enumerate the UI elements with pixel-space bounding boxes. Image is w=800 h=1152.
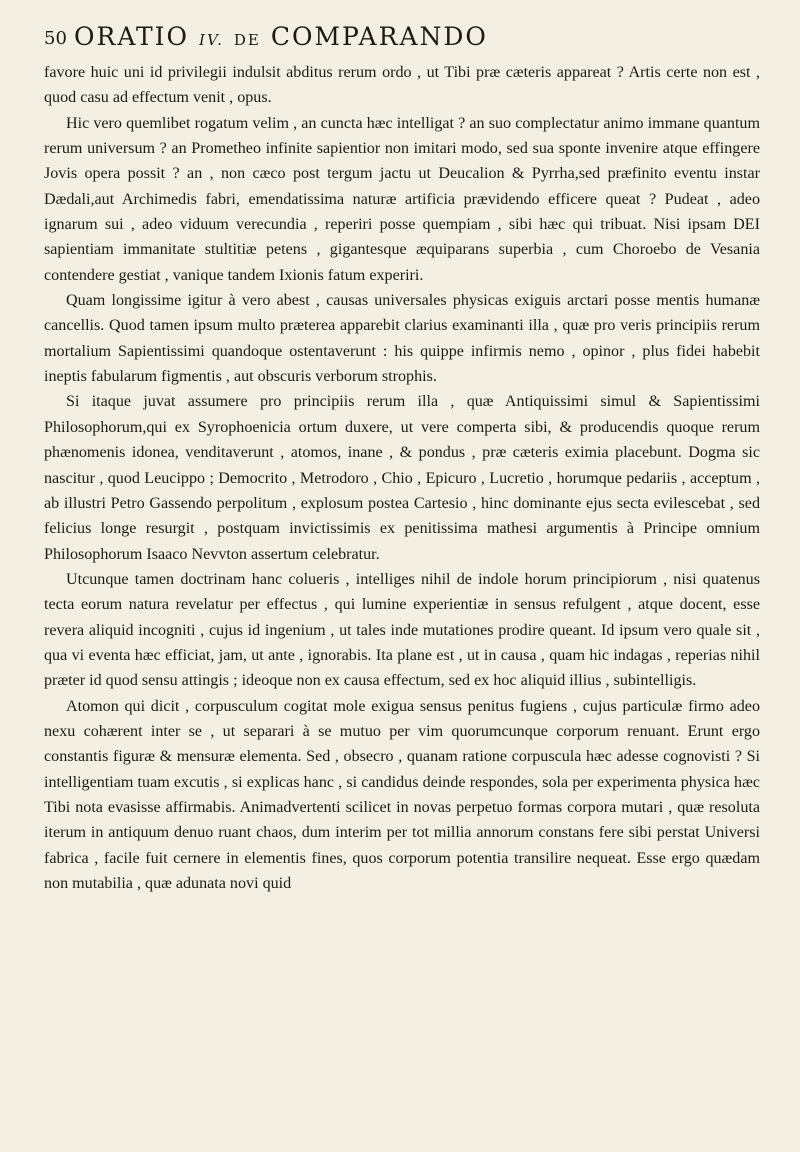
title-de: DE bbox=[233, 31, 261, 49]
title-main: COMPARANDO bbox=[270, 22, 488, 51]
paragraph: Atomon qui dicit , corpusculum cogitat mole exigua sensus penitus fugiens , cujus particulæ firmo adeo nexu cohærent inter se , ut separari à se mutuo per vim quorumcunque corporum renuant. Erunt ergo constantis figuræ & mensuræ elementa. Sed , obsecro , quanam ratione corpuscula hæc adesse cognovisti ? Si intelligentiam tuam excutis , si explicas hanc , si candidus deinde respondes, sola per experimenta physica hæc Tibi nota evasisse affirmabis. Animadvertenti scilicet in novas perpetuo formas corpora mutari , quæ resoluta iterum in antiquum denuo ruant chaos, dum interim per tot millia annorum constans fere sibi perstat Universi fabrica , facile fuit cernere in elementis fines, quos corporum potentia transilire nequeat. Esse ergo quædam non mutabilia , quæ adunata novi quid bbox=[44, 697, 760, 892]
page-number: 50 bbox=[44, 28, 67, 49]
running-header bbox=[44, 22, 764, 58]
paragraph: Hic vero quemlibet rogatum velim , an cuncta hæc intelligat ? an suo complectatur animo immane quantum rerum universum ? an Prometheo infinite sapientior non imitari modo, sed sua sponte invenire atque effingere Jovis opera possit ? an , non cæco post tergum jactu ut Deucalion & Pyrrha,sed præfinito eventu instar Dædali,aut Archimedis fabri, emendatissima naturæ artificia prævidendo efficere queat ? Pudeat , adeo ignarum sui , adeo viduum verecundia , reperiri posse quempiam , sibi hæc qui tribuat. Nisi ipsam DEI sapientiam immanitate stultitiæ petens , gigantesque æquiparans superbia , cum Choroebo de Vesania contendere gestiat , vanique tandem Ixionis fatum experiri. bbox=[44, 114, 760, 284]
body-text bbox=[44, 60, 760, 896]
paragraph-continuation: favore huic uni id privilegii indulsit abditus rerum ordo , ut Tibi præ cæteris appareat ? Artis certe non est , quod casu ad effectum venit , opus. bbox=[44, 64, 760, 107]
paragraph: Si itaque juvat assumere pro principiis rerum illa , quæ Antiquissimi simul & Sapientissimi Philosophorum,qui ex Syrophoenicia ortum duxere, ut vere comperta sibi, & producendis quoque rerum phænomenis idonea, venditaverunt , atomos, inane , & pondus , præ cæteris eximia placebunt. Dogma sic nascitur , quod Leucippo ; Democrito , Metrodoro , Chio , Epicuro , Lucretio , horumque pedariis , acceptum , ab illustri Petro Gassendo perpolitum , explosum postea Cartesio , hinc dominante ejus secta evilescebat , sed felicius longe resurgit , postquam invictissimis ex penitissima mathesi argumentis à Principe omnium Philosophorum Isaaco Nevvton assertum celebratur. bbox=[44, 393, 760, 563]
paragraph: Quam longissime igitur à vero abest , causas universales physicas exiguis arctari posse mentis humanæ cancellis. Quod tamen ipsum multo præterea apparebit clarius examinanti illa , quæ pro veris principiis rerum mortalium Sapientissimi quandoque ostentaverunt : his quippe infirmis nemo , opinor , plus fidei habebit ineptis fabularum figmentis , aut obscuris verborum strophis. bbox=[44, 292, 760, 386]
running-title bbox=[74, 22, 488, 51]
title-oratio: ORATIO bbox=[74, 22, 190, 51]
title-number: IV. bbox=[199, 31, 224, 49]
paragraph: Utcunque tamen doctrinam hanc colueris , intelliges nihil de indole horum principiorum , nisi quatenus tecta eorum natura revelatur per effectus , qui lumine experientiæ in sensus refulgent , atque docent, esse revera aliquid incogniti , cujus id ingenium , ut tales inde mutationes prodire queant. Id ipsum vero quale sit , qua vi eventa hæc efficiat, jam, ut ante , ignorabis. Ita plane est , ut in causa , quam hic indagas , reperias nihil præter id quod sensu attingis ; ideoque non ex causa effectum, sed ex hoc aliquid illius , subintelligis. bbox=[44, 570, 760, 690]
